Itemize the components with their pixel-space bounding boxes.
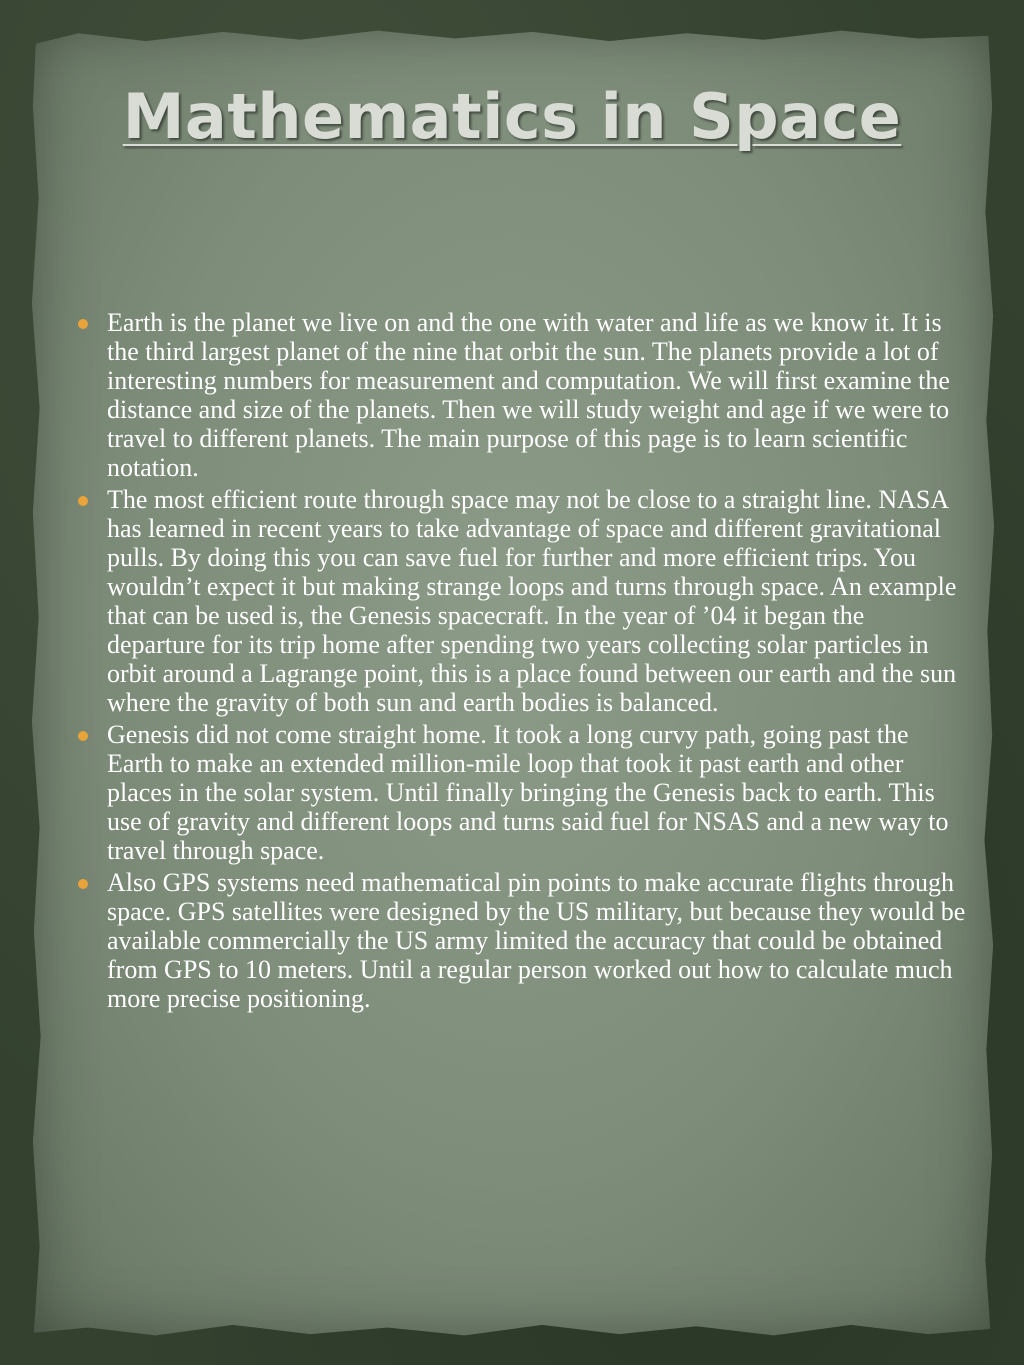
bullet-dot-icon [78,731,88,741]
bullet-list [78,308,968,1016]
slide-title: Mathematics in Space [122,80,902,153]
bullet-item-4 [78,868,968,1013]
bullet-dot-icon [78,319,88,329]
bullet-text: Earth is the planet we live on and the one with water and life as we know it. It is the third largest planet of the nine that orbit the sun. The planets provide a lot of interesting numbers for measurement and computation. We will first examine the distance and size of the planets. Then we will study weight and age if we were to travel to different planets. The main purpose of this page is to learn scientific notation. [107,308,950,482]
bullet-item-3 [78,720,968,865]
bullet-text: Also GPS systems need mathematical pin points to make accurate flights through space. GPS satellites were designed by the US military, but because they would be available commercially the US army limited the accuracy that could be obtained from GPS to 10 meters. Until a regular person worked out how to calculate much more precise positioning. [107,868,966,1013]
bullet-text: Genesis did not come straight home. It took a long curvy path, going past the Earth to make an extended million-mile loop that took it past earth and other places in the solar system. Until finally bringing the Genesis back to earth. This use of gravity and different loops and turns said fuel for NSAS and a new way to travel through space. [107,720,949,865]
bullet-item-2 [78,485,968,717]
bullet-dot-icon [78,879,88,889]
bullet-dot-icon [78,496,88,506]
bullet-text: The most efficient route through space may not be close to a straight line. NASA has learned in recent years to take advantage of space and different gravitational pulls. By doing this you can save fuel for further and more efficient trips. You wouldn’t expect it but making strange loops and turns through space. An example that can be used is, the Genesis spacecraft. In the year of ’04 it began the departure for its trip home after spending two years collecting solar particles in orbit around a Lagrange point, this is a place found between our earth and the sun where the gravity of both sun and earth bodies is balanced. [107,485,957,717]
bullet-item-1 [78,308,968,482]
